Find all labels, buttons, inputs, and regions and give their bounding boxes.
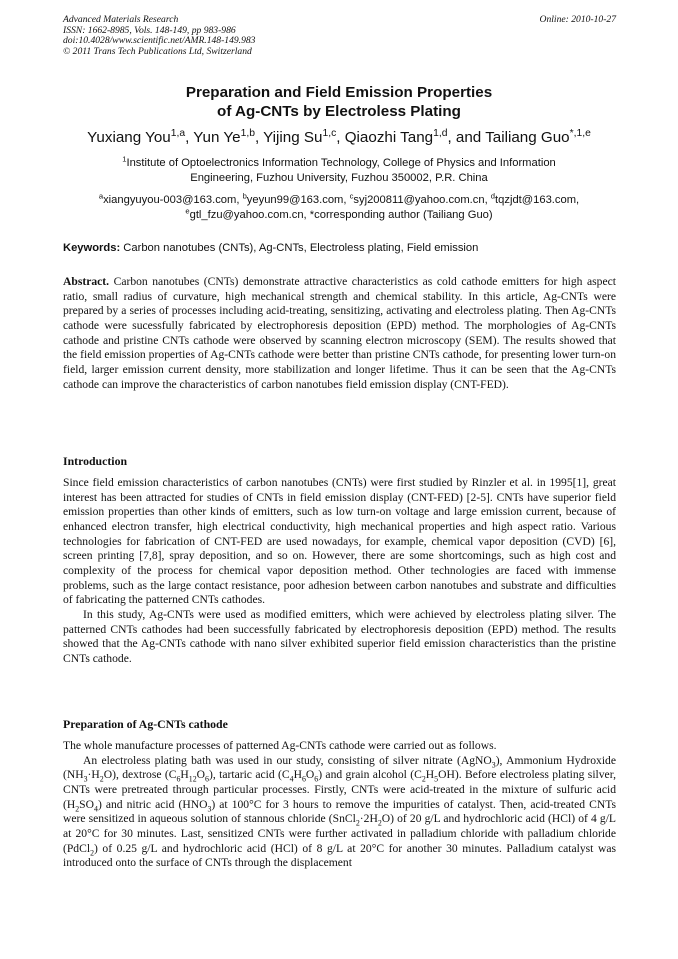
author-name: Qiaozhi Tang bbox=[344, 129, 434, 146]
email-mark: d bbox=[490, 191, 496, 201]
author-name: Yijing Su bbox=[263, 129, 323, 146]
author-emails bbox=[40, 193, 638, 222]
affiliation bbox=[60, 156, 618, 185]
email-link[interactable]: yeyun99@163.com, bbox=[246, 194, 350, 206]
issn-line: ISSN: 1662-8985, Vols. 148-149, pp 983-986 bbox=[63, 24, 236, 36]
online-date: Online: 2010-10-27 bbox=[539, 14, 616, 25]
affiliation-line-2: Engineering, Fuzhou University, Fuzhou 350002, P.R. China bbox=[190, 171, 488, 184]
abstract-text: Carbon nanotubes (CNTs) demonstrate attractive characteristics as cold cathode emitters for high aspect ratio, small radius of curvature, high mechanical strength and chemical stability. In this article, Ag-CNTs were prepared by a series of processes including acid-treating, sensitizing, activating and electroless plating. Then Ag-CNTs cathode were sucessfully fabricated by electrophoresis deposition (EPD) method. The morphologies of Ag-CNTs cathode and pristine CNTs cathode were observed by scanning electron microscopy (SEM). The results showed that the field emission properties of Ag-CNTs cathode were better than pristine CNTs cathode, for presenting lower turn-on field, larger emission current density, more stabilization and longer lifetime. Thus it can be seen that the Ag-CNTs cathode can improve the characteristics of carbon nanotubes field emission display (CNT-FED). bbox=[63, 275, 616, 391]
author-separator: , and bbox=[447, 129, 486, 146]
paragraph: Since field emission characteristics of carbon nanotubes (CNTs) were first studied by Rinzler et al. in 1995[1], great interest has been attracted for studies of CNTs in field emission display (CNT-FED) [2-5]. CNTs have superior field emission properties than other kinds of emitters, such as low turn-on voltage and large emission current, because of enhanced electron transfer, high electrical conductivity, high mechanical properties and high aspect ratio. Various technologies for fabrication of CNT-FED are used nowadays, for example, chemical vapor deposition (CVD) [6], screen printing [7,8], spray deposition, and so on. However, there are some shortcomings, such as high cost and complexity of the process for chemical vapor deposition method. Other technologies are faced with immense problems, such as the large contact resistance, poor adhesion between carbon nanotubes and substrate and difficulties of fabricating the patterned CNTs cathodes. bbox=[63, 476, 616, 607]
paper-title bbox=[40, 83, 638, 121]
author-name: Yuxiang You bbox=[87, 129, 171, 146]
email-mark: c bbox=[349, 191, 354, 201]
introduction-body bbox=[63, 476, 616, 667]
author-affiliation-mark: 1,b bbox=[240, 127, 255, 139]
author-affiliation-mark: *,1,e bbox=[569, 127, 591, 139]
author-separator: , bbox=[254, 129, 264, 146]
keywords-label: Keywords: bbox=[63, 242, 121, 254]
preparation-body bbox=[63, 739, 616, 871]
author-separator: , bbox=[185, 129, 194, 146]
copyright-line: © 2011 Trans Tech Publications Ltd, Switzerland bbox=[63, 45, 252, 57]
section-heading-preparation: Preparation of Ag-CNTs cathode bbox=[63, 717, 228, 731]
paragraph: In this study, Ag-CNTs were used as modified emitters, which were achieved by electroless plating silver. The patterned CNTs cathodes had been successfully fabricated by electrophoresis deposition (EPD) method. The results showed that the Ag-CNTs cathode with nano silver exhibited superior field emission characteristics than the pristine CNTs cathode. bbox=[63, 607, 616, 665]
abstract bbox=[63, 275, 616, 392]
email-link[interactable]: tqzjdt@163.com, bbox=[495, 194, 580, 206]
email-link[interactable]: syj200811@yahoo.com.cn, bbox=[353, 194, 491, 206]
keywords bbox=[63, 241, 619, 255]
author-list bbox=[20, 128, 658, 148]
email-mark: e bbox=[185, 205, 190, 215]
affiliation-mark: 1 bbox=[122, 154, 127, 164]
paragraph: An electroless plating bath was used in our study, consisting of silver nitrate (AgNO$_3$), Ammonium Hydroxide $(NH_3\cdot H_2O)$, dextrose $(C_6H_{12}O_6)$, tartaric acid $(C_4H_6O_6)$ and grain alcohol $(C_2H_5OH)$. Before electroless plating silver, CNTs were pretreated through particular processes. Firstly, CNTs were acid-treated in the mixture of sulfuric acid $(H_2SO_4)$ and nitric acid $(HNO_3)$ at 100°C for 3 hours to remove the impurities of catalyst. Then, acid-treated CNTs were sensitized in aqueous solution of stannous chloride $(SnCl_2\cdot 2H_2O)$ of 20 g/L and hydrochloric acid (HCl) of 4 g/L at 20°C for 30 minutes. Last, sensitized CNTs were further activated in palladium chloride with palladium chloride (PdCl$_2$) of 0.25 g/L and hydrochloric acid (HCl) of 8 g/L at 20°C for another 30 minutes. Palladium catalyst was introduced onto the surface of CNTs through the displacement bbox=[63, 753, 617, 870]
author-affiliation-mark: 1,a bbox=[170, 127, 186, 139]
abstract-label: Abstract. bbox=[63, 275, 110, 288]
doi-line: doi:10.4028/www.scientific.net/AMR.148-149.983 bbox=[63, 35, 256, 47]
author-name: Tailiang Guo bbox=[485, 129, 570, 146]
paragraph: The whole manufacture processes of patterned Ag-CNTs cathode were carried out as follows. bbox=[63, 739, 497, 752]
section-heading-introduction: Introduction bbox=[63, 454, 128, 468]
journal-header bbox=[63, 15, 255, 57]
journal-name: Advanced Materials Research bbox=[63, 14, 179, 25]
email-link[interactable]: gtl_fzu@yahoo.com.cn, *corresponding author (Tailiang Guo) bbox=[189, 208, 493, 221]
author-affiliation-mark: 1,c bbox=[322, 127, 337, 139]
affiliation-line-1: Institute of Optoelectronics Information Technology, College of Physics and Information bbox=[126, 157, 556, 169]
author-separator: , bbox=[336, 129, 345, 146]
author-name: Yun Ye bbox=[193, 129, 241, 146]
title-line-2: of Ag-CNTs by Electroless Plating bbox=[217, 103, 461, 120]
keywords-text: Carbon nanotubes (CNTs), Ag-CNTs, Electroless plating, Field emission bbox=[120, 242, 479, 254]
email-mark: b bbox=[242, 191, 247, 201]
title-line-1: Preparation and Field Emission Properties bbox=[185, 84, 493, 101]
email-link[interactable]: xiangyuyou-003@163.com, bbox=[103, 194, 243, 206]
author-affiliation-mark: 1,d bbox=[433, 127, 448, 139]
email-mark: a bbox=[98, 191, 104, 201]
